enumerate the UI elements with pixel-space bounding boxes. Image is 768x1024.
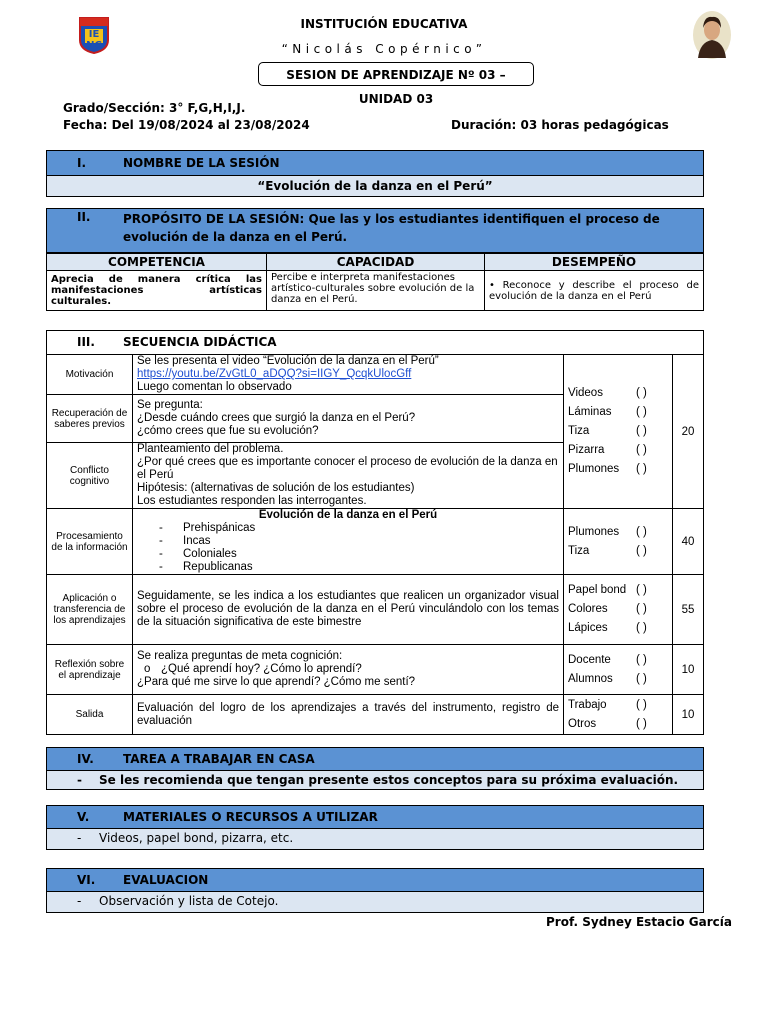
row-content-recuperacion — [133, 395, 564, 443]
section-5-body — [46, 829, 704, 850]
time-4: 10 — [673, 645, 704, 695]
conflicto-line-1: Planteamiento del problema. — [137, 443, 284, 455]
section-5-header — [46, 805, 704, 829]
row-content-aplicacion: Seguidamente, se les indica a los estudiantes que realicen un organizador visual sobre el proceso de evolución de la danza en el Perú vinculándolo con los temas de la situación significativa de este bimestre — [133, 575, 564, 645]
time-3: 55 — [673, 575, 704, 645]
reflexion-line-2: o ¿Qué aprendí hoy? ¿Cómo lo aprendí? — [144, 663, 362, 675]
material-label: Alumnos — [568, 672, 613, 685]
time-5: 10 — [673, 695, 704, 735]
material-item — [568, 651, 668, 670]
material-checkbox: ( ) — [636, 698, 647, 711]
section-2-title: PROPÓSITO DE LA SESIÓN: Que las y los estudiantes identifiquen el proceso de evolución de la danza en el Perú. — [123, 212, 660, 244]
capacidad-value: Percibe e interpreta manifestaciones artístico-culturales sobre evolución de la danza en el Perú. — [267, 271, 485, 311]
header-competencia: COMPETENCIA — [47, 254, 267, 271]
material-label: Pizarra — [568, 444, 605, 456]
procesamiento-heading: Evolución de la danza en el Perú — [258, 509, 438, 521]
header-capacidad: CAPACIDAD — [267, 254, 485, 271]
material-checkbox: ( ) — [636, 622, 647, 634]
section-3-number: III. — [77, 335, 95, 349]
material-checkbox: ( ) — [636, 444, 647, 456]
material-label: Papel bond — [568, 584, 627, 596]
material-label: Videos — [568, 387, 603, 399]
material-item — [568, 403, 668, 422]
section-6-number: VI. — [77, 873, 96, 887]
reflexion-line-1: Se realiza preguntas de meta cognición: — [137, 650, 343, 662]
section-6-dash: - — [77, 894, 82, 908]
material-item — [568, 460, 668, 479]
material-checkbox: ( ) — [636, 653, 647, 666]
motivacion-line-1: Se les presenta el video “Evolución de la danza en el Perú” — [137, 355, 439, 367]
competencias-table — [46, 253, 704, 311]
fecha: Fecha: Del 19/08/2024 al 23/08/2024 — [63, 118, 310, 132]
material-label: Trabajo — [568, 698, 607, 711]
section-6-body — [46, 892, 704, 913]
materials-group-3 — [564, 575, 673, 645]
grado-seccion: Grado/Sección: 3° F,G,H,I,J. — [63, 101, 246, 115]
recuperacion-line-3: ¿cómo crees que fue su evolución? — [137, 425, 319, 437]
duracion: Duración: 03 horas pedagógicas — [451, 118, 669, 132]
materials-group-4 — [564, 645, 673, 695]
material-item — [568, 600, 668, 619]
copernicus-portrait — [692, 10, 732, 60]
material-label: Lápices — [568, 622, 608, 634]
material-checkbox: ( ) — [636, 525, 647, 538]
row-content-motivacion — [133, 355, 564, 395]
row-label-recuperacion: Recuperación de saberes previos — [47, 395, 133, 443]
section-4-dash: - — [77, 773, 82, 787]
section-4-number: IV. — [77, 752, 94, 766]
session-title-box: SESION DE APRENDIZAJE Nº 03 – UNIDAD 03 — [258, 62, 534, 86]
list-item-text: Prehispánicas — [183, 522, 256, 534]
list-item-text: Incas — [183, 535, 211, 547]
section-1-title: NOMBRE DE LA SESIÓN — [123, 156, 280, 170]
list-item-text: Republicanas — [183, 561, 253, 573]
material-item — [568, 670, 668, 689]
list-item: - Coloniales — [159, 548, 237, 560]
video-link[interactable]: https://youtu.be/ZvGtL0_aDQQ?si=IIGY_QcqkUlocGff — [137, 368, 412, 380]
material-checkbox: ( ) — [636, 387, 647, 399]
time-2: 40 — [673, 509, 704, 575]
conflicto-line-4: Los estudiantes responden las interrogantes. — [137, 495, 367, 507]
desempeno-value: • Reconoce y describe el proceso de evolución de la danza en el Perú — [485, 271, 704, 311]
material-label: Docente — [568, 653, 611, 666]
material-checkbox: ( ) — [636, 603, 647, 615]
row-label-motivacion: Motivación — [47, 355, 133, 395]
section-4-header — [46, 747, 704, 771]
section-3-title: SECUENCIA DIDÁCTICA — [123, 335, 277, 349]
row-label-salida: Salida — [47, 695, 133, 735]
section-4-value: Se les recomienda que tengan presente estos conceptos para su próxima evaluación. — [99, 773, 679, 787]
row-content-reflexion — [133, 645, 564, 695]
section-3-header — [47, 331, 704, 355]
recuperacion-line-2: ¿Desde cuándo crees que surgió la danza en el Perú? — [137, 412, 416, 424]
material-label: Láminas — [568, 406, 612, 418]
secuencia-table — [46, 330, 704, 735]
section-2-number: II. — [77, 210, 91, 224]
section-6-header — [46, 868, 704, 892]
material-label: Tiza — [568, 425, 590, 437]
competencia-value: Aprecia de manera crítica las manifestaciones artísticas culturales. — [47, 271, 267, 311]
material-item — [568, 422, 668, 441]
section-4-body — [46, 771, 704, 790]
material-label: Plumones — [568, 525, 620, 538]
motivacion-line-3: Luego comentan lo observado — [137, 381, 292, 393]
section-5-value: Videos, papel bond, pizarra, etc. — [99, 831, 294, 845]
material-checkbox: ( ) — [636, 544, 647, 557]
row-label-conflicto: Conflicto cognitivo — [47, 443, 133, 509]
section-5-number: V. — [77, 810, 90, 824]
header-desempeno: DESEMPEÑO — [485, 254, 704, 271]
list-item: - Prehispánicas — [159, 522, 256, 534]
section-6-title: EVALUACION — [123, 873, 209, 887]
row-content-conflicto — [133, 443, 564, 509]
material-checkbox: ( ) — [636, 463, 647, 475]
materials-group-5 — [564, 695, 673, 735]
materials-group-2 — [564, 509, 673, 575]
conflicto-line-2: ¿Por qué crees que es importante conocer el proceso de evolución de la danza en el Perú — [137, 456, 558, 481]
list-item-text: Coloniales — [183, 548, 237, 560]
row-label-aplicacion: Aplicación o transferencia de los aprendizajes — [47, 575, 133, 645]
material-checkbox: ( ) — [636, 425, 647, 437]
row-content-procesamiento — [133, 509, 564, 575]
row-label-reflexion: Reflexión sobre el aprendizaje — [47, 645, 133, 695]
school-name: “Nicolás Copérnico” — [281, 42, 487, 56]
material-checkbox: ( ) — [636, 406, 647, 418]
section-5-dash: - — [77, 831, 82, 845]
material-item — [568, 696, 668, 715]
material-item — [568, 581, 668, 600]
material-item — [568, 523, 668, 542]
material-label: Otros — [568, 717, 597, 730]
materials-group-1 — [564, 355, 673, 509]
reflexion-line-3: ¿Para qué me sirve lo que aprendí? ¿Cómo me sentí? — [137, 676, 416, 688]
section-2-header — [46, 208, 704, 253]
institution-label: INSTITUCIÓN EDUCATIVA — [300, 17, 468, 31]
material-item — [568, 715, 668, 734]
session-name: “Evolución de la danza en el Perú” — [46, 176, 704, 197]
list-item: - Republicanas — [159, 561, 253, 573]
logo-text: IE NC — [86, 29, 102, 51]
reflexion-line-2-text: ¿Qué aprendí hoy? ¿Cómo lo aprendí? — [161, 663, 362, 675]
conflicto-line-3: Hipótesis: (alternativas de solución de los estudiantes) — [137, 482, 415, 494]
section-4-title: TAREA A TRABAJAR EN CASA — [123, 752, 315, 766]
material-item — [568, 619, 668, 638]
material-checkbox: ( ) — [636, 717, 647, 730]
section-5-title: MATERIALES O RECURSOS A UTILIZAR — [123, 810, 378, 824]
time-1: 20 — [673, 355, 704, 509]
material-item — [568, 384, 668, 403]
material-checkbox: ( ) — [636, 584, 647, 596]
teacher-signature: Prof. Sydney Estacio García — [545, 915, 732, 929]
material-item — [568, 542, 668, 561]
material-label: Plumones — [568, 463, 620, 475]
list-item: - Incas — [159, 535, 211, 547]
row-label-procesamiento: Procesamiento de la información — [47, 509, 133, 575]
recuperacion-line-1: Se pregunta: — [137, 399, 203, 411]
material-checkbox: ( ) — [636, 672, 647, 685]
section-1-number: I. — [77, 156, 87, 170]
row-content-salida: Evaluación del logro de los aprendizajes a través del instrumento, registro de evaluación — [133, 695, 564, 735]
material-label: Tiza — [568, 544, 590, 557]
section-6-value: Observación y lista de Cotejo. — [99, 894, 279, 908]
material-label: Colores — [568, 603, 608, 615]
section-1-header — [46, 150, 704, 176]
material-item — [568, 441, 668, 460]
